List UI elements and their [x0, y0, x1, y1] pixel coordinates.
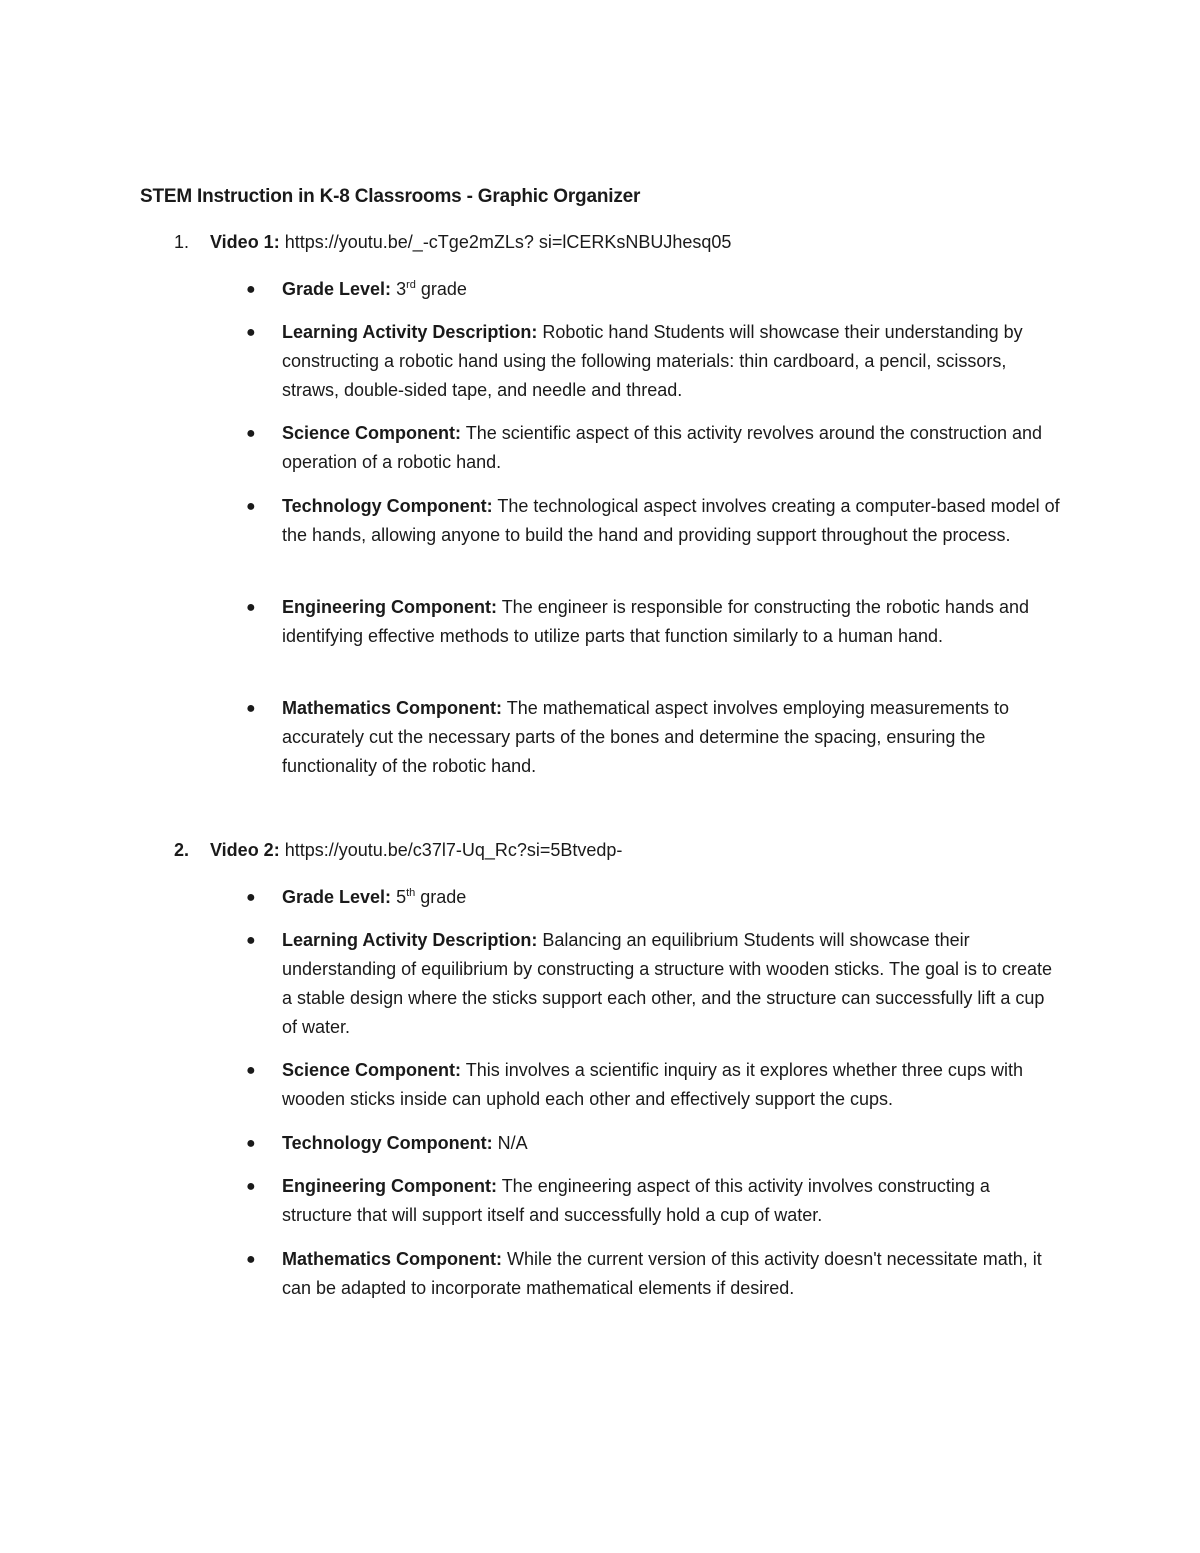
grade-ordinal: th: [406, 887, 416, 899]
item-text: The scientific aspect of this activity revolves around the construction and operation of a robotic hand.: [282, 423, 1043, 472]
grade-number: 5: [396, 887, 407, 907]
item-label: Technology Component:: [282, 1133, 493, 1153]
bullet-icon: ●: [246, 700, 256, 717]
video-1-mathematics-component: [246, 694, 1062, 781]
bullet-icon: ●: [246, 1135, 256, 1152]
video-2-number: 2.: [174, 840, 190, 860]
item-text: N/A: [497, 1133, 528, 1153]
bullet-icon: ●: [246, 1251, 256, 1268]
video-2-engineering-component: [246, 1172, 1062, 1230]
video-1-number: 1.: [174, 232, 190, 252]
item-text: The mathematical aspect involves employing measurements to accurately cut the necessary parts of the bones and determine the spacing, ensuring the functionality of the robotic hand.: [282, 698, 1009, 776]
video-1-url[interactable]: https://youtu.be/_-cTge2mZLs? si=lCERKsNBUJhesq05: [284, 232, 732, 252]
video-2-heading: [174, 840, 622, 861]
item-label: Technology Component:: [282, 496, 493, 516]
document-title: STEM Instruction in K-8 Classrooms - Graphic Organizer: [140, 186, 641, 207]
item-text: Balancing an equilibrium Students will showcase their understanding of equilibrium by constructing a structure with wooden sticks. The goal is to create a stable design where the sticks support each other, and the structure can successfully lift a cup of water.: [282, 930, 1053, 1037]
bullet-icon: ●: [246, 599, 256, 616]
bullet-icon: ●: [246, 498, 256, 515]
grade-level-label: Grade Level:: [282, 279, 392, 299]
item-label: Mathematics Component:: [282, 698, 503, 718]
bullet-icon: ●: [246, 324, 256, 341]
bullet-icon: ●: [246, 889, 256, 906]
video-1-learning-activity: [246, 318, 1062, 405]
video-1-engineering-component: [246, 593, 1062, 651]
bullet-icon: ●: [246, 425, 256, 442]
item-label: Learning Activity Description:: [282, 322, 538, 342]
video-1-technology-component: [246, 492, 1062, 550]
video-2-grade-level: [246, 883, 1062, 912]
item-text: Robotic hand Students will showcase their understanding by constructing a robotic hand using the following materials: thin cardboard, a pencil, scissors, straws, double-sided tape, and needle and thread.: [282, 322, 1023, 400]
grade-ordinal: rd: [406, 279, 416, 291]
grade-level-label: Grade Level:: [282, 887, 392, 907]
video-2-learning-activity: [246, 926, 1062, 1042]
video-2-mathematics-component: [246, 1245, 1062, 1303]
video-2-label: Video 2:: [210, 840, 280, 860]
video-1-heading: [174, 232, 731, 253]
bullet-icon: ●: [246, 932, 256, 949]
item-text: The technological aspect involves creating a computer-based model of the hands, allowing anyone to build the hand and providing support throughout the process.: [282, 496, 1060, 545]
item-label: Mathematics Component:: [282, 1249, 503, 1269]
bullet-icon: ●: [246, 1062, 256, 1079]
video-2-url[interactable]: https://youtu.be/c37l7-Uq_Rc?si=5Btvedp-: [284, 840, 623, 860]
item-label: Science Component:: [282, 1060, 462, 1080]
item-text: While the current version of this activity doesn't necessitate math, it can be adapted to incorporate mathematical elements if desired.: [282, 1249, 1042, 1298]
item-text: The engineer is responsible for constructing the robotic hands and identifying effective methods to utilize parts that function similarly to a human hand.: [282, 597, 1030, 646]
video-2-science-component: [246, 1056, 1062, 1114]
item-text: This involves a scientific inquiry as it explores whether three cups with wooden sticks inside can uphold each other and effectively support the cups.: [282, 1060, 1023, 1109]
bullet-icon: ●: [246, 1178, 256, 1195]
bullet-icon: ●: [246, 281, 256, 298]
video-2-technology-component: [246, 1129, 1062, 1158]
item-label: Engineering Component:: [282, 1176, 497, 1196]
grade-word: grade: [420, 887, 467, 907]
item-label: Science Component:: [282, 423, 462, 443]
video-1-label: Video 1:: [210, 232, 280, 252]
item-text: The engineering aspect of this activity involves constructing a structure that will support itself and successfully hold a cup of water.: [282, 1176, 990, 1225]
item-label: Engineering Component:: [282, 597, 497, 617]
video-1-science-component: [246, 419, 1062, 477]
item-label: Learning Activity Description:: [282, 930, 538, 950]
grade-word: grade: [420, 279, 467, 299]
grade-number: 3: [396, 279, 407, 299]
video-1-grade-level: [246, 275, 1062, 304]
